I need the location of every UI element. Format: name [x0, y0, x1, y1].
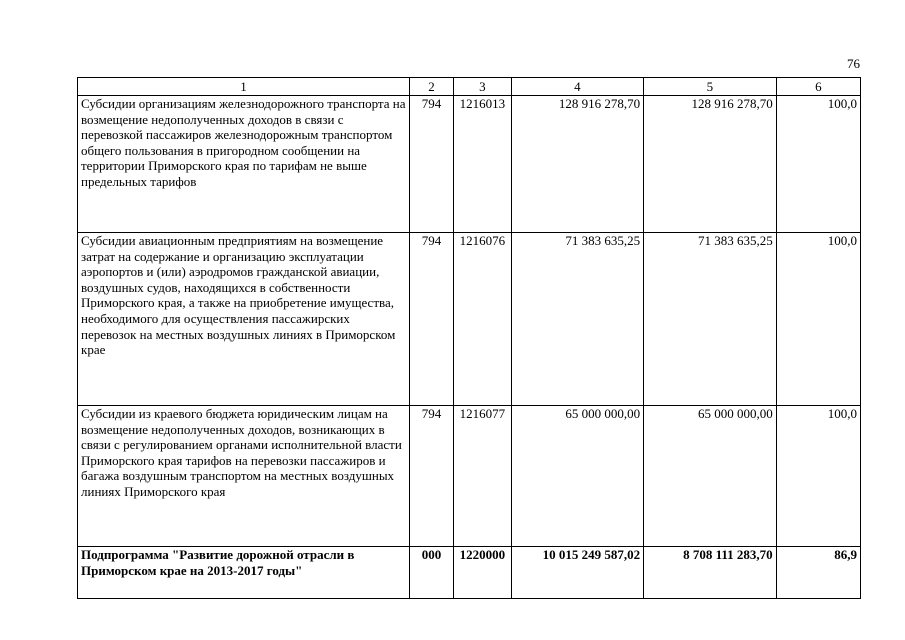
row-target-code: 1216077: [454, 406, 512, 547]
row-description: Субсидии организациям железнодорожного транспорта на возмещение недополученных доходов в связи с перевозкой пассажиров железнодорожным транспортом общего пользования в пригородном сообщении на территории Приморского края по тарифам не выше предельных тарифов: [78, 96, 410, 233]
header-cell-3: 3: [454, 78, 512, 96]
row-department-code: 794: [409, 406, 453, 547]
header-cell-4: 4: [511, 78, 644, 96]
row-target-code: 1220000: [454, 547, 512, 599]
table-row-subprogram: [78, 547, 861, 599]
row-description: Подпрограмма "Развитие дорожной отрасли в Приморском крае на 2013-2017 годы": [78, 547, 410, 599]
row-value-col5: 71 383 635,25: [644, 233, 777, 406]
row-target-code: 1216076: [454, 233, 512, 406]
row-department-code: 794: [409, 96, 453, 233]
row-description: Субсидии авиационным предприятиям на возмещение затрат на содержание и организацию эксплуатации аэропортов и (или) аэродромов гражданской авиации, воздушных судов, находящихся в собственности Приморского края, а также на приобретение имущества, необходимого для осуществления пассажирских перевозок на местных воздушных линиях в Приморском крае: [78, 233, 410, 406]
row-value-col4: 71 383 635,25: [511, 233, 644, 406]
table-row: [78, 96, 861, 233]
budget-table: [77, 77, 861, 599]
table-row: [78, 406, 861, 547]
row-value-col5: 65 000 000,00: [644, 406, 777, 547]
row-department-code: 794: [409, 233, 453, 406]
header-cell-5: 5: [644, 78, 777, 96]
header-cell-2: 2: [409, 78, 453, 96]
row-value-col6: 100,0: [776, 96, 860, 233]
page-number: 76: [847, 56, 860, 71]
header-cell-1: 1: [78, 78, 410, 96]
row-value-col5: 128 916 278,70: [644, 96, 777, 233]
row-value-col4: 128 916 278,70: [511, 96, 644, 233]
header-row: [78, 78, 861, 96]
row-value-col6: 100,0: [776, 406, 860, 547]
row-value-col5: 8 708 111 283,70: [644, 547, 777, 599]
row-target-code: 1216013: [454, 96, 512, 233]
row-description: Субсидии из краевого бюджета юридическим лицам на возмещение недополученных доходов, возникающих в связи с регулированием органами исполнительной власти Приморского края тарифов на перевозки пассажиров и багажа воздушным транспортом на местных воздушных линиях Приморского края: [78, 406, 410, 547]
row-value-col6: 86,9: [776, 547, 860, 599]
row-value-col4: 65 000 000,00: [511, 406, 644, 547]
row-value-col6: 100,0: [776, 233, 860, 406]
row-value-col4: 10 015 249 587,02: [511, 547, 644, 599]
table-row: [78, 233, 861, 406]
row-department-code: 000: [409, 547, 453, 599]
header-cell-6: 6: [776, 78, 860, 96]
